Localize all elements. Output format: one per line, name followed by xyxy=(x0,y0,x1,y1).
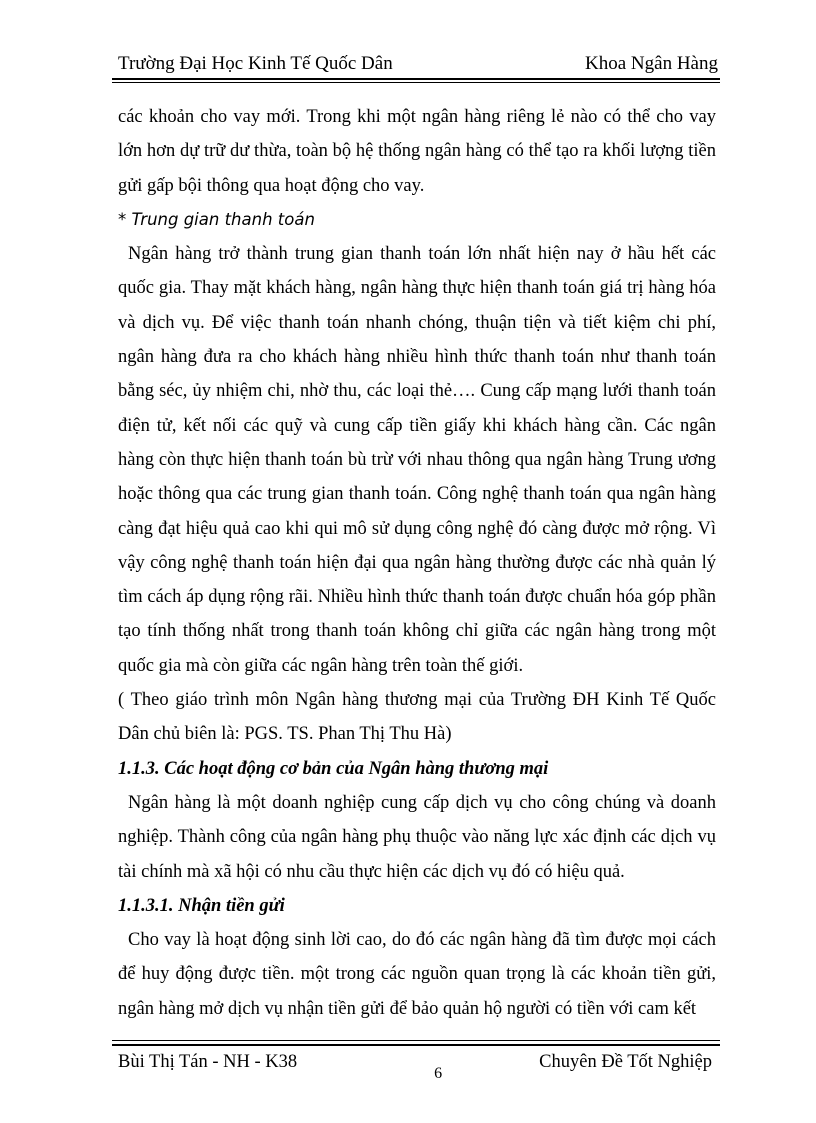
heading-basic-activities: 1.1.3. Các hoạt động cơ bản của Ngân hàng thương mại xyxy=(118,758,549,779)
citation: ( Theo giáo trình môn Ngân hàng thương mại của Trường ĐH Kinh Tế Quốc Dân chủ biên là: PGS. TS. Phan Thị Thu Hà) xyxy=(118,690,716,745)
page-number: 6 xyxy=(434,1065,443,1082)
header-rule-thin xyxy=(112,82,720,83)
page-body xyxy=(118,100,716,1026)
header-faculty: Khoa Ngân Hàng xyxy=(585,53,718,74)
footer-rule-thick xyxy=(112,1044,720,1046)
paragraph-lending: các khoản cho vay mới. Trong khi một ngân hàng riêng lẻ nào có thể cho vay lớn hơn dự trữ dư thừa, toàn bộ hệ thống ngân hàng có thể tạo ra khối lượng tiền gửi gấp bội thông qua hoạt động cho vay. xyxy=(118,107,716,196)
subheading-payment-intermediary: * Trung gian thanh toán xyxy=(118,209,315,229)
paragraph-bank-services: Ngân hàng là một doanh nghiệp cung cấp dịch vụ cho công chúng và doanh nghiệp. Thành công của ngân hàng phụ thuộc vào năng lực xác định các dịch vụ tài chính mà xã hội có nhu cầu thực hiện các dịch vụ đó có hiệu quả. xyxy=(118,792,716,882)
header-university: Trường Đại Học Kinh Tế Quốc Dân xyxy=(118,53,393,74)
header-rule-thick xyxy=(112,78,720,80)
page-footer xyxy=(118,1050,712,1086)
paragraph-payment: Ngân hàng trở thành trung gian thanh toán lớn nhất hiện nay ở hầu hết các quốc gia. Thay mặt khách hàng, ngân hàng thực hiện thanh toán giá trị hàng hóa và dịch vụ. Để việc thanh toán nhanh chóng, thuận tiện và tiết kiệm chi phí, ngân hàng đưa ra cho khách hàng nhiều hình thức thanh toán như thanh toán bằng séc, ủy nhiệm chi, nhờ thu, các loại thẻ…. Cung cấp mạng lưới thanh toán điện tử, kết nối các quỹ và cung cấp tiền giấy khi khách hàng cần. Các ngân hàng còn thực hiện thanh toán bù trừ với nhau thông qua ngân hàng Trung ương hoặc thông qua các trung gian thanh toán. Công nghệ thanh toán qua ngân hàng càng đạt hiệu quả cao khi qui mô sử dụng công nghệ đó càng được mở rộng. Vì vậy công nghệ thanh toán hiện đại qua ngân hàng thường được các nhà quản lý tìm cách áp dụng rộng rãi. Nhiều hình thức thanh toán được chuẩn hóa góp phần tạo tính thống nhất trong thanh toán không chỉ giữa các ngân hàng trong một quốc gia mà còn giữa các ngân hàng trên toàn thế giới. xyxy=(118,244,716,676)
heading-deposits: 1.1.3.1. Nhận tiền gửi xyxy=(118,895,285,916)
footer-author: Bùi Thị Tán - NH - K38 xyxy=(118,1052,298,1072)
footer-document-type: Chuyên Đề Tốt Nghiệp xyxy=(539,1052,712,1072)
paragraph-deposits: Cho vay là hoạt động sinh lời cao, do đó các ngân hàng đã tìm được mọi cách để huy động được tiền. một trong các nguồn quan trọng là các khoản tiền gửi, ngân hàng mở dịch vụ nhận tiền gửi để bảo quản hộ người có tiền với cam kết xyxy=(118,930,716,1019)
page-header xyxy=(118,52,718,76)
footer-rule-thin xyxy=(112,1040,720,1041)
